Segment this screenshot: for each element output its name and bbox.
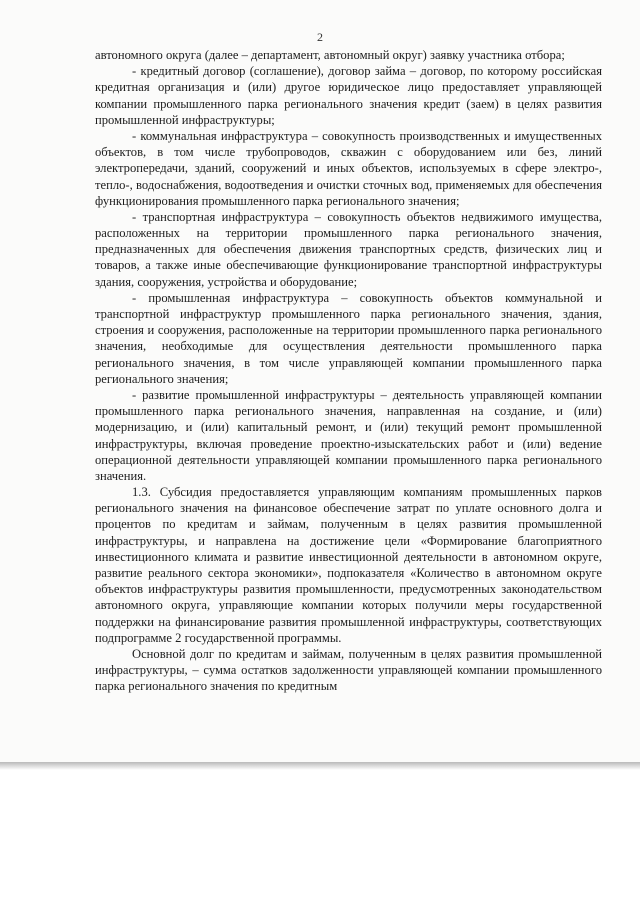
- page-shadow: [0, 762, 640, 770]
- paragraph: - развитие промышленной инфраструктуры – деятельность управляющей компании промышленного парка регионального значения, направленная на создание, и (или) модернизацию, и (или) капитальный ремонт, и (или) текущий ремонт промышленной инфраструктуры, включая проведение проектно-изыскательских работ и (или) ведение операционной деятельности управляющей компании промышленного парка регионального значения.: [95, 387, 602, 483]
- paragraph: Основной долг по кредитам и займам, полученным в целях развития промышленной инфраструктуры, – сумма остатков задолженности управляющей компании промышленного парка регионального значения по кредитным: [95, 646, 602, 694]
- paragraph: - коммунальная инфраструктура – совокупность производственных и имущественных объектов, в том числе трубопроводов, скважин с оборудованием или без, линий электропередачи, зданий, сооружений и иных объектов, используемых в сфере электро-, тепло-, водоснабжения, водоотведения и очистки сточных вод, применяемых для обеспечения функционирования промышленного парка регионального значения;: [95, 128, 602, 208]
- paragraph: автономного округа (далее – департамент, автономный округ) заявку участника отбора;: [95, 48, 565, 62]
- paragraph: - транспортная инфраструктура – совокупность объектов недвижимого имущества, расположенных на территории промышленного парка регионального значения, предназначенных для обеспечения движения транспортных средств, физических лиц и товаров, а также иные обеспечивающие функционирование транспортной инфраструктуры здания, сооружения, устройства и оборудование;: [95, 209, 602, 289]
- document-body: [95, 47, 602, 695]
- paragraph: - промышленная инфраструктура – совокупность объектов коммунальной и транспортной инфраструктур промышленного парка регионального значения, здания, строения и сооружения, расположенные на территории промышленного парка регионального значения, необходимые для осуществления деятельности промышленного парка регионального значения, в том числе управляющей компании промышленного парка регионального значения;: [95, 290, 602, 386]
- page-number: 2: [317, 30, 323, 44]
- paragraph: 1.3. Субсидия предоставляется управляющим компаниям промышленных парков регионального значения на финансовое обеспечение затрат по уплате основного долга и процентов по кредитам и займам, полученным в целях развития промышленной инфраструктуры, и направлена на достижение цели «Формирование благоприятного инвестиционного климата и развитие инвестиционной деятельности в автономном округе, развитие реального сектора экономики», подпоказателя «Количество в автономном округе объектов инфраструктуры развития промышленности, предусмотренных законодательством автономного округа, управляющие компании которых получили меры государственной поддержки на финансирование развития промышленной инфраструктуры, соответствующих подпрограмме 2 государственной программы.: [95, 485, 602, 645]
- paragraph: - кредитный договор (соглашение), договор займа – договор, по которому российская кредитная организация и (или) другое юридическое лицо предоставляет управляющей компании промышленного парка регионального значения кредит (заем) в целях развития промышленной инфраструктуры;: [95, 64, 602, 127]
